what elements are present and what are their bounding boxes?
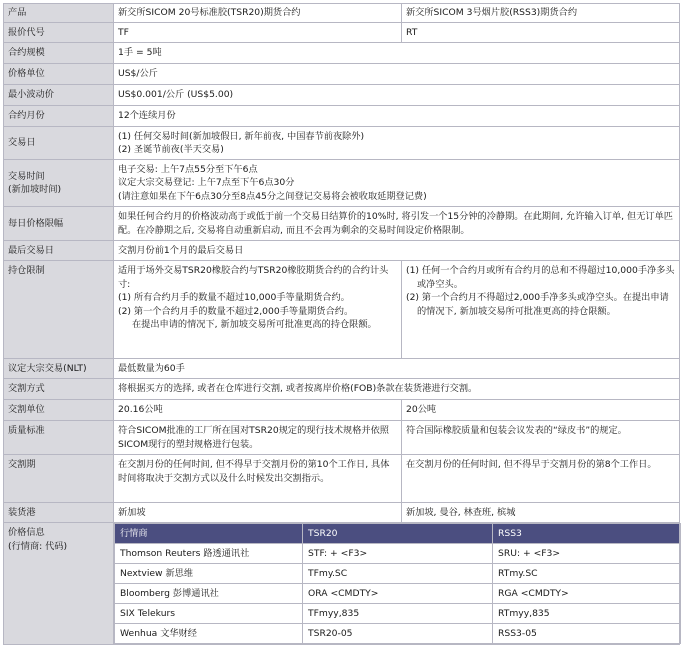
price-info-header-tsr: TSR20	[303, 524, 493, 544]
label-trading-days: 交易日	[4, 127, 114, 160]
vendor-code-rss: RTmyy,835	[493, 604, 681, 624]
label-size: 合约规模	[4, 43, 114, 64]
price-info-header-rss: RSS3	[493, 524, 681, 544]
value-product-rss: 新交所SICOM 3号烟片胶(RSS3)期货合约	[402, 4, 680, 23]
vendor-code-tsr: TFmy.SC	[303, 564, 493, 584]
label-tick: 最小波动价	[4, 85, 114, 106]
row-delivery	[4, 379, 680, 400]
vendor-code-rss: RSS3-05	[493, 624, 681, 644]
value-port-rss: 新加坡, 曼谷, 林查班, 槟城	[402, 503, 680, 523]
price-info-cell	[114, 523, 680, 645]
label-quality: 质量标准	[4, 421, 114, 455]
value-months: 12个连续月份	[114, 106, 680, 127]
value-limit: 如果任何合约月的价格波动高于或低于前一个交易日结算价的10%时, 将引发一个15分钟的冷静期。在此期间, 允许输入订单, 但无订单匹配。在冷静期之后, 交易将自动重新启动, 而且不会再为剩余的交易时间设定价格限制。	[114, 207, 680, 241]
table-row	[115, 584, 681, 604]
row-delivery-unit	[4, 400, 680, 421]
label-position: 持仓限制	[4, 261, 114, 359]
value-last-day: 交割月份前1个月的最后交易日	[114, 241, 680, 261]
label-price-info-line-2: (行情商: 代码)	[8, 540, 68, 552]
row-port	[4, 503, 680, 523]
value-product-tsr: 新交所SICOM 20号标准胶(TSR20)期货合约	[114, 4, 402, 23]
row-product	[4, 4, 680, 23]
value-position-rss	[402, 261, 680, 359]
position-tsr-item-2: (2) 第一个合约月手的数量不超过2,000手等量期货合约。	[118, 305, 354, 317]
label-hours-line-1: 交易时间	[8, 170, 45, 182]
label-product: 产品	[4, 4, 114, 23]
position-tsr-note: 在提出申请的情况下, 新加坡交易所可批准更高的持仓限额。	[132, 319, 377, 330]
value-port-tsr: 新加坡	[114, 503, 402, 523]
vendor-code-rss: RGA <CMDTY>	[493, 584, 681, 604]
trading-days-line-2: (2) 圣诞节前夜(半天交易)	[118, 144, 224, 155]
label-code: 报价代号	[4, 23, 114, 43]
row-code	[4, 23, 680, 43]
label-months: 合约月份	[4, 106, 114, 127]
table-row	[115, 564, 681, 584]
value-delivery-period-tsr: 在交割月份的任何时间, 但不得早于交割月份的第10个工作日, 具体时间将取决于交割方式以及什么时候发出交割指示。	[114, 455, 402, 503]
row-months	[4, 106, 680, 127]
table-row	[115, 604, 681, 624]
value-hours	[114, 160, 680, 207]
value-price-unit: US$/公斤	[114, 64, 680, 85]
label-nlt: 议定大宗交易(NLT)	[4, 359, 114, 379]
vendor-code-tsr: ORA <CMDTY>	[303, 584, 493, 604]
value-tick: US$0.001/公斤 (US$5.00)	[114, 85, 680, 106]
label-price-info-line-1: 价格信息	[8, 527, 45, 538]
vendor-code-tsr: STF: + <F3>	[303, 544, 493, 564]
row-price-unit	[4, 64, 680, 85]
row-quality	[4, 421, 680, 455]
position-rss-item-1: (1) 任何一个合约月或所有合约月的总和不得超过10,000手净多头或净空头。	[406, 265, 675, 290]
value-nlt: 最低数量为60手	[114, 359, 680, 379]
row-delivery-period	[4, 455, 680, 503]
price-info-header-row	[115, 524, 681, 544]
label-delivery-unit: 交割单位	[4, 400, 114, 421]
value-quality-rss: 符合国际橡胶质量和包装会议发表的“绿皮书”的规定。	[402, 421, 680, 455]
table-row	[115, 544, 681, 564]
vendor-name: Wenhua 文华财经	[115, 624, 303, 644]
vendor-name: SIX Telekurs	[115, 604, 303, 624]
value-code-tsr: TF	[114, 23, 402, 43]
vendor-name: Bloomberg 彭博通讯社	[115, 584, 303, 604]
value-code-rss: RT	[402, 23, 680, 43]
label-hours-line-2: (新加坡时间)	[8, 184, 62, 195]
row-nlt	[4, 359, 680, 379]
label-hours	[4, 160, 114, 207]
hours-line-3: (请注意如果在下午6点30分至8点45分之间登记交易将会被收取延期登记费)	[118, 190, 427, 202]
price-info-table	[114, 523, 681, 644]
row-tick	[4, 85, 680, 106]
vendor-name: Nextview 新思维	[115, 564, 303, 584]
row-size	[4, 43, 680, 64]
contract-spec-table	[3, 3, 680, 645]
row-hours	[4, 160, 680, 207]
table-row	[115, 624, 681, 644]
value-position-tsr	[114, 261, 402, 359]
row-last-day	[4, 241, 680, 261]
row-position	[4, 261, 680, 359]
position-rss-item-2: (2) 第一个合约月不得超过2,000手净多头或净空头。在提出申请的情况下, 新加坡交易所可批准更高的持仓限额。	[406, 292, 669, 317]
label-delivery: 交割方式	[4, 379, 114, 400]
label-price-unit: 价格单位	[4, 64, 114, 85]
position-tsr-item-1: (1) 所有合约月手的数量不超过10,000手等量期货合约。	[118, 292, 350, 303]
value-size: 1手 = 5吨	[114, 43, 680, 64]
vendor-name: Thomson Reuters 路透通讯社	[115, 544, 303, 564]
label-delivery-period: 交割期	[4, 455, 114, 503]
row-price-info	[4, 523, 680, 645]
vendor-code-rss: SRU: + <F3>	[493, 544, 681, 564]
vendor-code-tsr: TFmyy,835	[303, 604, 493, 624]
label-port: 装货港	[4, 503, 114, 523]
position-tsr-intro: 适用于场外交易TSR20橡胶合约与TSR20橡胶期货合约的合约计头寸:	[118, 265, 389, 290]
value-quality-tsr: 符合SICOM批准的工厂所在国对TSR20规定的现行技术规格并依照SICOM现行的塑封规格进行包装。	[114, 421, 402, 455]
row-limit	[4, 207, 680, 241]
trading-days-line-1: (1) 任何交易时间(新加坡假日, 新年前夜, 中国春节前夜除外)	[118, 130, 365, 142]
label-limit: 每日价格限幅	[4, 207, 114, 241]
price-info-header-vendor: 行情商	[115, 524, 303, 544]
value-delivery-unit-tsr: 20.16公吨	[114, 400, 402, 421]
value-delivery-period-rss: 在交割月份的任何时间, 但不得早于交割月份的第8个工作日。	[402, 455, 680, 503]
value-trading-days	[114, 127, 680, 160]
label-price-info	[4, 523, 114, 645]
hours-line-1: 电子交易: 上午7点55分至下午6点	[118, 163, 258, 175]
value-delivery: 将根据买方的选择, 或者在仓库进行交割, 或者按离岸价格(FOB)条款在装货港进行交割。	[114, 379, 680, 400]
vendor-code-tsr: TSR20-05	[303, 624, 493, 644]
hours-line-2: 议定大宗交易登记: 上午7点至下午6点30分	[118, 177, 295, 189]
value-delivery-unit-rss: 20公吨	[402, 400, 680, 421]
vendor-code-rss: RTmy.SC	[493, 564, 681, 584]
label-last-day: 最后交易日	[4, 241, 114, 261]
row-trading-days	[4, 127, 680, 160]
